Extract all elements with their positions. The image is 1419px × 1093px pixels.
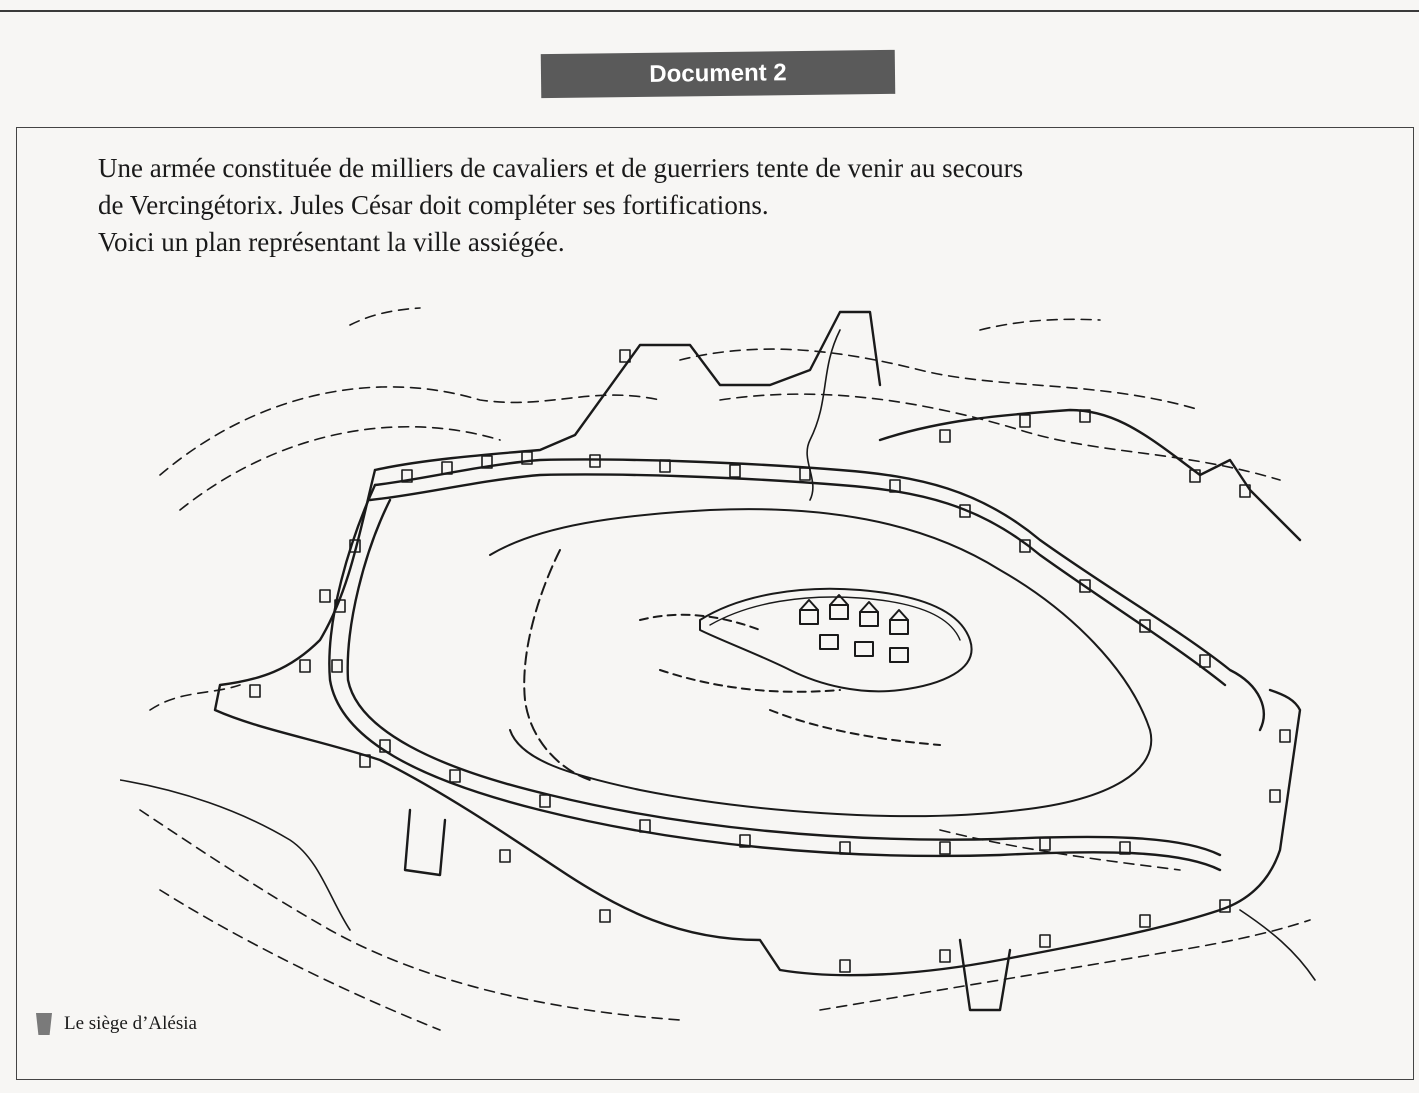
river — [120, 330, 1315, 980]
caption-text: Le siège d’Alésia — [64, 1013, 197, 1034]
intro-line-1: Une armée constituée de milliers de cavaliers et de guerriers tente de venir au secours — [98, 153, 1024, 183]
intro-line-3: Voici un plan représentant la ville assiégée. — [98, 227, 565, 257]
plateau — [490, 509, 1151, 816]
alesia-siege-map — [120, 290, 1320, 1050]
caption-marker-icon — [36, 1013, 52, 1035]
intro-line-2: de Vercingétorix. Jules César doit compléter ses fortifications. — [98, 190, 769, 220]
outer-fortification-line — [215, 312, 1300, 1010]
top-rule — [0, 10, 1419, 12]
document-tab: Document 2 — [541, 50, 896, 98]
inner-fortification-line — [329, 459, 1263, 870]
terrain-contours — [140, 308, 1310, 1030]
map-caption — [36, 1013, 197, 1035]
alesia-town — [700, 589, 972, 692]
intro-text — [98, 150, 1388, 261]
